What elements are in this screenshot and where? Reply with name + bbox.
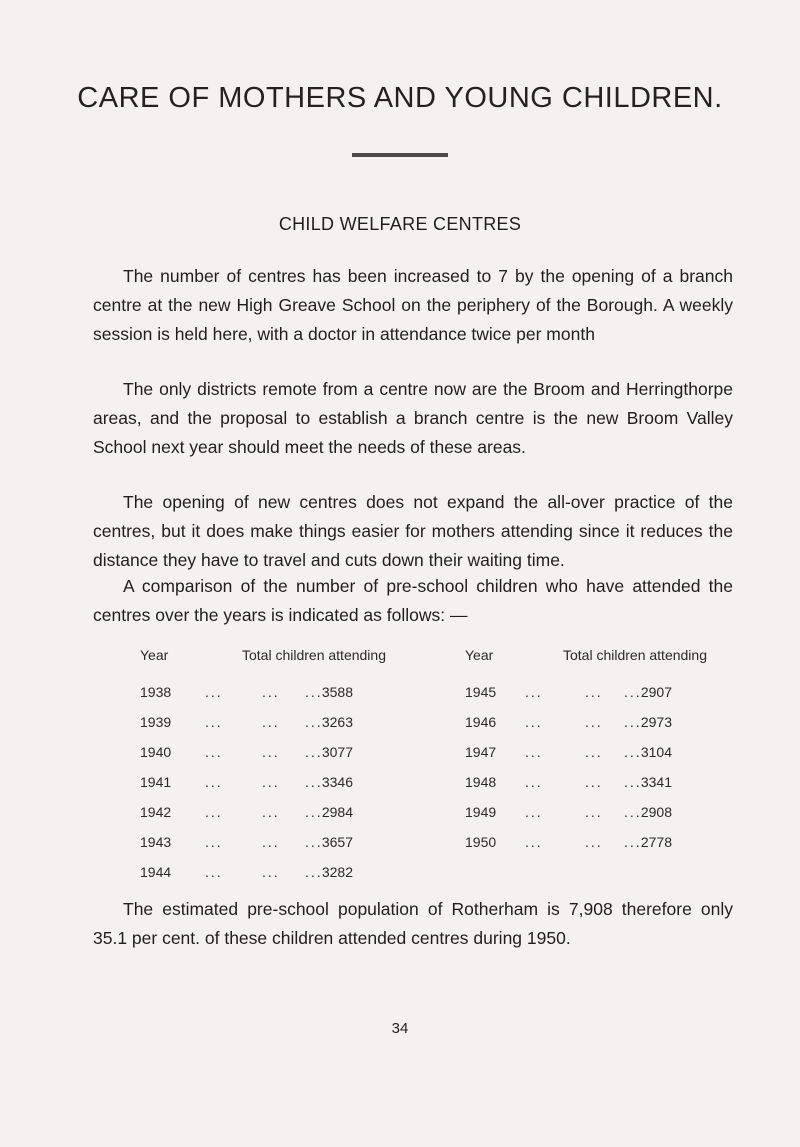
section-title: CHILD WELFARE CENTRES	[278, 214, 522, 234]
table-year-cell: 1939	[140, 714, 172, 730]
table-year-cell: 1948	[465, 774, 497, 790]
leader-dots: ...	[262, 684, 280, 700]
table-year-cell: 1945	[465, 684, 497, 700]
paragraph-population-estimate: The estimated pre-school population of Rotherham is 7,908 therefore only 35.1 per cent. of these children attended centres during 1950.	[93, 899, 733, 948]
leader-dots: ...	[262, 804, 280, 820]
header-year-left: Year	[140, 647, 169, 663]
leader-dots: ...	[305, 714, 323, 730]
table-total-cell: 2907	[640, 684, 672, 700]
leader-dots: ...	[585, 774, 603, 790]
paragraph-new-centres: The opening of new centres does not expand the all-over practice of the centres, but it does make things easier for mothers attending since it reduces the distance they have to travel and cuts down their waiting time.	[93, 492, 733, 570]
table-year-cell: 1941	[140, 774, 172, 790]
header-total-right: Total children attending	[563, 647, 707, 663]
leader-dots: ...	[525, 834, 543, 850]
table-total-cell: 3104	[640, 744, 672, 760]
paragraph-centres-increase: The number of centres has been increased to 7 by the opening of a branch centre at the new High Greave School on the periphery of the Borough. A weekly session is held here, with a doctor in attendance twice per month	[93, 266, 733, 344]
paragraph-comparison-intro: A comparison of the number of pre-school children who have attended the centres over the years is indicated as follows: —	[93, 576, 733, 625]
leader-dots: ...	[585, 714, 603, 730]
leader-dots: ...	[525, 804, 543, 820]
table-total-cell: 3263	[321, 714, 353, 730]
header-year-right: Year	[465, 647, 494, 663]
leader-dots: ...	[205, 864, 223, 880]
leader-dots: ...	[262, 834, 280, 850]
leader-dots: ...	[205, 744, 223, 760]
leader-dots: ...	[305, 744, 323, 760]
page-title: CARE OF MOTHERS AND YOUNG CHILDREN.	[77, 82, 723, 114]
leader-dots: ...	[624, 744, 642, 760]
table-total-cell: 2908	[640, 804, 672, 820]
paragraph-remote-districts: The only districts remote from a centre now are the Broom and Herringthorpe areas, and the proposal to establish a branch centre is the new Broom Valley School next year should meet the needs of these areas.	[93, 379, 733, 457]
table-total-cell: 3077	[321, 744, 353, 760]
leader-dots: ...	[305, 804, 323, 820]
table-total-cell: 3341	[640, 774, 672, 790]
table-year-cell: 1950	[465, 834, 497, 850]
table-total-cell: 3657	[321, 834, 353, 850]
leader-dots: ...	[585, 834, 603, 850]
table-year-cell: 1943	[140, 834, 172, 850]
header-total-left: Total children attending	[242, 647, 386, 663]
table-year-cell: 1949	[465, 804, 497, 820]
leader-dots: ...	[525, 774, 543, 790]
leader-dots: ...	[305, 834, 323, 850]
leader-dots: ...	[624, 834, 642, 850]
leader-dots: ...	[205, 804, 223, 820]
table-year-cell: 1944	[140, 864, 172, 880]
table-year-cell: 1940	[140, 744, 172, 760]
leader-dots: ...	[525, 744, 543, 760]
leader-dots: ...	[525, 684, 543, 700]
leader-dots: ...	[305, 774, 323, 790]
table-total-cell: 3588	[321, 684, 353, 700]
leader-dots: ...	[262, 864, 280, 880]
leader-dots: ...	[262, 774, 280, 790]
leader-dots: ...	[585, 804, 603, 820]
table-total-cell: 2973	[640, 714, 672, 730]
leader-dots: ...	[205, 774, 223, 790]
leader-dots: ...	[624, 774, 642, 790]
leader-dots: ...	[624, 804, 642, 820]
table-year-cell: 1942	[140, 804, 172, 820]
table-year-cell: 1947	[465, 744, 497, 760]
leader-dots: ...	[262, 714, 280, 730]
title-rule-divider	[352, 153, 448, 157]
leader-dots: ...	[205, 714, 223, 730]
leader-dots: ...	[525, 714, 543, 730]
leader-dots: ...	[262, 744, 280, 760]
leader-dots: ...	[205, 834, 223, 850]
table-year-cell: 1946	[465, 714, 497, 730]
leader-dots: ...	[305, 864, 323, 880]
table-year-cell: 1938	[140, 684, 172, 700]
leader-dots: ...	[305, 684, 323, 700]
leader-dots: ...	[624, 684, 642, 700]
table-total-cell: 3282	[321, 864, 353, 880]
page-number: 34	[391, 1020, 409, 1037]
leader-dots: ...	[585, 684, 603, 700]
table-total-cell: 2984	[321, 804, 353, 820]
leader-dots: ...	[585, 744, 603, 760]
table-total-cell: 3346	[321, 774, 353, 790]
leader-dots: ...	[624, 714, 642, 730]
table-total-cell: 2778	[640, 834, 672, 850]
leader-dots: ...	[205, 684, 223, 700]
